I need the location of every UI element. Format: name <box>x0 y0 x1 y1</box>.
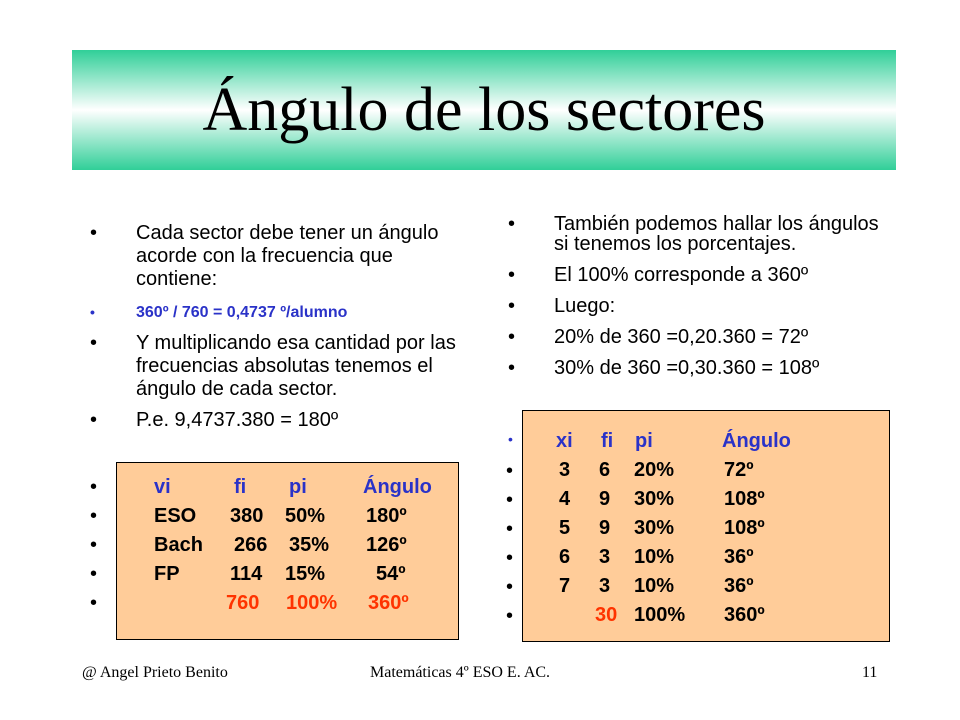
right-table-bullet: • <box>506 518 514 540</box>
right-table-bullet: • <box>506 489 514 511</box>
row-angle: 54º <box>376 563 406 585</box>
total-fi: 760 <box>226 592 260 614</box>
total-pi: 100% <box>634 604 686 626</box>
header-xi: xi <box>556 430 573 452</box>
row-label: ESO <box>154 505 197 527</box>
right-bullet-1: • También podemos hallar los ángulos si tenemos los porcentajes. <box>492 214 892 254</box>
row-angle: 126º <box>366 534 407 556</box>
header-pi: pi <box>635 430 653 452</box>
row-fi: 6 <box>599 459 611 481</box>
row-fi: 9 <box>599 517 611 539</box>
row-pi: 15% <box>285 563 326 585</box>
left-table-bullet: • <box>90 563 98 585</box>
row-pi: 50% <box>285 505 326 527</box>
row-pi: 10% <box>634 546 675 568</box>
right-table-bullet: • <box>508 431 513 447</box>
row-fi: 266 <box>234 534 268 556</box>
row-angle: 108º <box>724 488 765 510</box>
right-table-bullet: • <box>506 576 514 598</box>
right-table-bullet: • <box>506 547 514 569</box>
total-angle: 360º <box>368 592 409 614</box>
left-bullet-3: • Y multiplicando esa cantidad por las frecuencias absolutas tenemos el ángulo de cada sector. <box>74 332 464 401</box>
right-table-bullet: • <box>506 460 514 482</box>
title-banner <box>72 50 896 170</box>
row-angle: 180º <box>366 505 407 527</box>
left-table-bullet: • <box>90 592 98 614</box>
row-label: Bach <box>154 534 203 556</box>
right-bullet-4: • 20% de 360 =0,20.360 = 72º <box>492 326 892 349</box>
row-pi: 20% <box>634 459 675 481</box>
header-angulo: Ángulo <box>363 476 432 498</box>
page-number: 11 <box>862 664 878 681</box>
header-vi: vi <box>154 476 171 498</box>
row-xi: 4 <box>559 488 571 510</box>
right-table-bullet: • <box>506 605 514 627</box>
table-total-row <box>559 604 765 719</box>
header-fi: fi <box>601 430 614 452</box>
row-pi: 35% <box>289 534 330 556</box>
slide-title: Ángulo de los sectores <box>202 75 766 144</box>
right-bullet-2: • El 100% corresponde a 360º <box>492 264 892 287</box>
right-column <box>492 214 892 380</box>
row-angle: 72º <box>724 459 754 481</box>
row-angle: 108º <box>724 517 765 539</box>
header-pi: pi <box>289 476 307 498</box>
row-xi: 7 <box>559 575 571 597</box>
row-fi: 3 <box>599 575 611 597</box>
left-column <box>74 222 464 432</box>
row-label: FP <box>154 563 180 585</box>
right-bullet-5: • 30% de 360 =0,30.360 = 108º <box>492 357 892 380</box>
footer-course: Matemáticas 4º ESO E. AC. <box>370 664 551 681</box>
header-fi: fi <box>234 476 247 498</box>
left-bullet-formula: • 360º / 760 = 0,4737 º/alumno <box>74 301 464 324</box>
left-bullet-1: • Cada sector debe tener un ángulo acorde con la frecuencia que contiene: <box>74 222 464 291</box>
header-angulo: Ángulo <box>722 430 791 452</box>
row-fi: 9 <box>599 488 611 510</box>
footer-author: @ Angel Prieto Benito <box>82 664 228 681</box>
total-pi: 100% <box>286 592 338 614</box>
row-xi: 3 <box>559 459 571 481</box>
left-table-bullet: • <box>90 476 98 498</box>
row-angle: 36º <box>724 575 754 597</box>
row-pi: 30% <box>634 488 675 510</box>
row-angle: 36º <box>724 546 754 568</box>
row-fi: 3 <box>599 546 611 568</box>
left-table-bullet: • <box>90 534 98 556</box>
row-xi: 6 <box>559 546 571 568</box>
row-pi: 30% <box>634 517 675 539</box>
left-table-bullet: • <box>90 505 98 527</box>
row-fi: 380 <box>230 505 264 527</box>
row-xi: 5 <box>559 517 571 539</box>
total-angle: 360º <box>724 604 765 626</box>
right-bullet-3: • Luego: <box>492 295 892 318</box>
row-fi: 114 <box>230 563 263 585</box>
row-pi: 10% <box>634 575 675 597</box>
left-bullet-4: • P.e. 9,4737.380 = 180º <box>74 409 464 432</box>
total-fi: 30 <box>595 604 618 626</box>
